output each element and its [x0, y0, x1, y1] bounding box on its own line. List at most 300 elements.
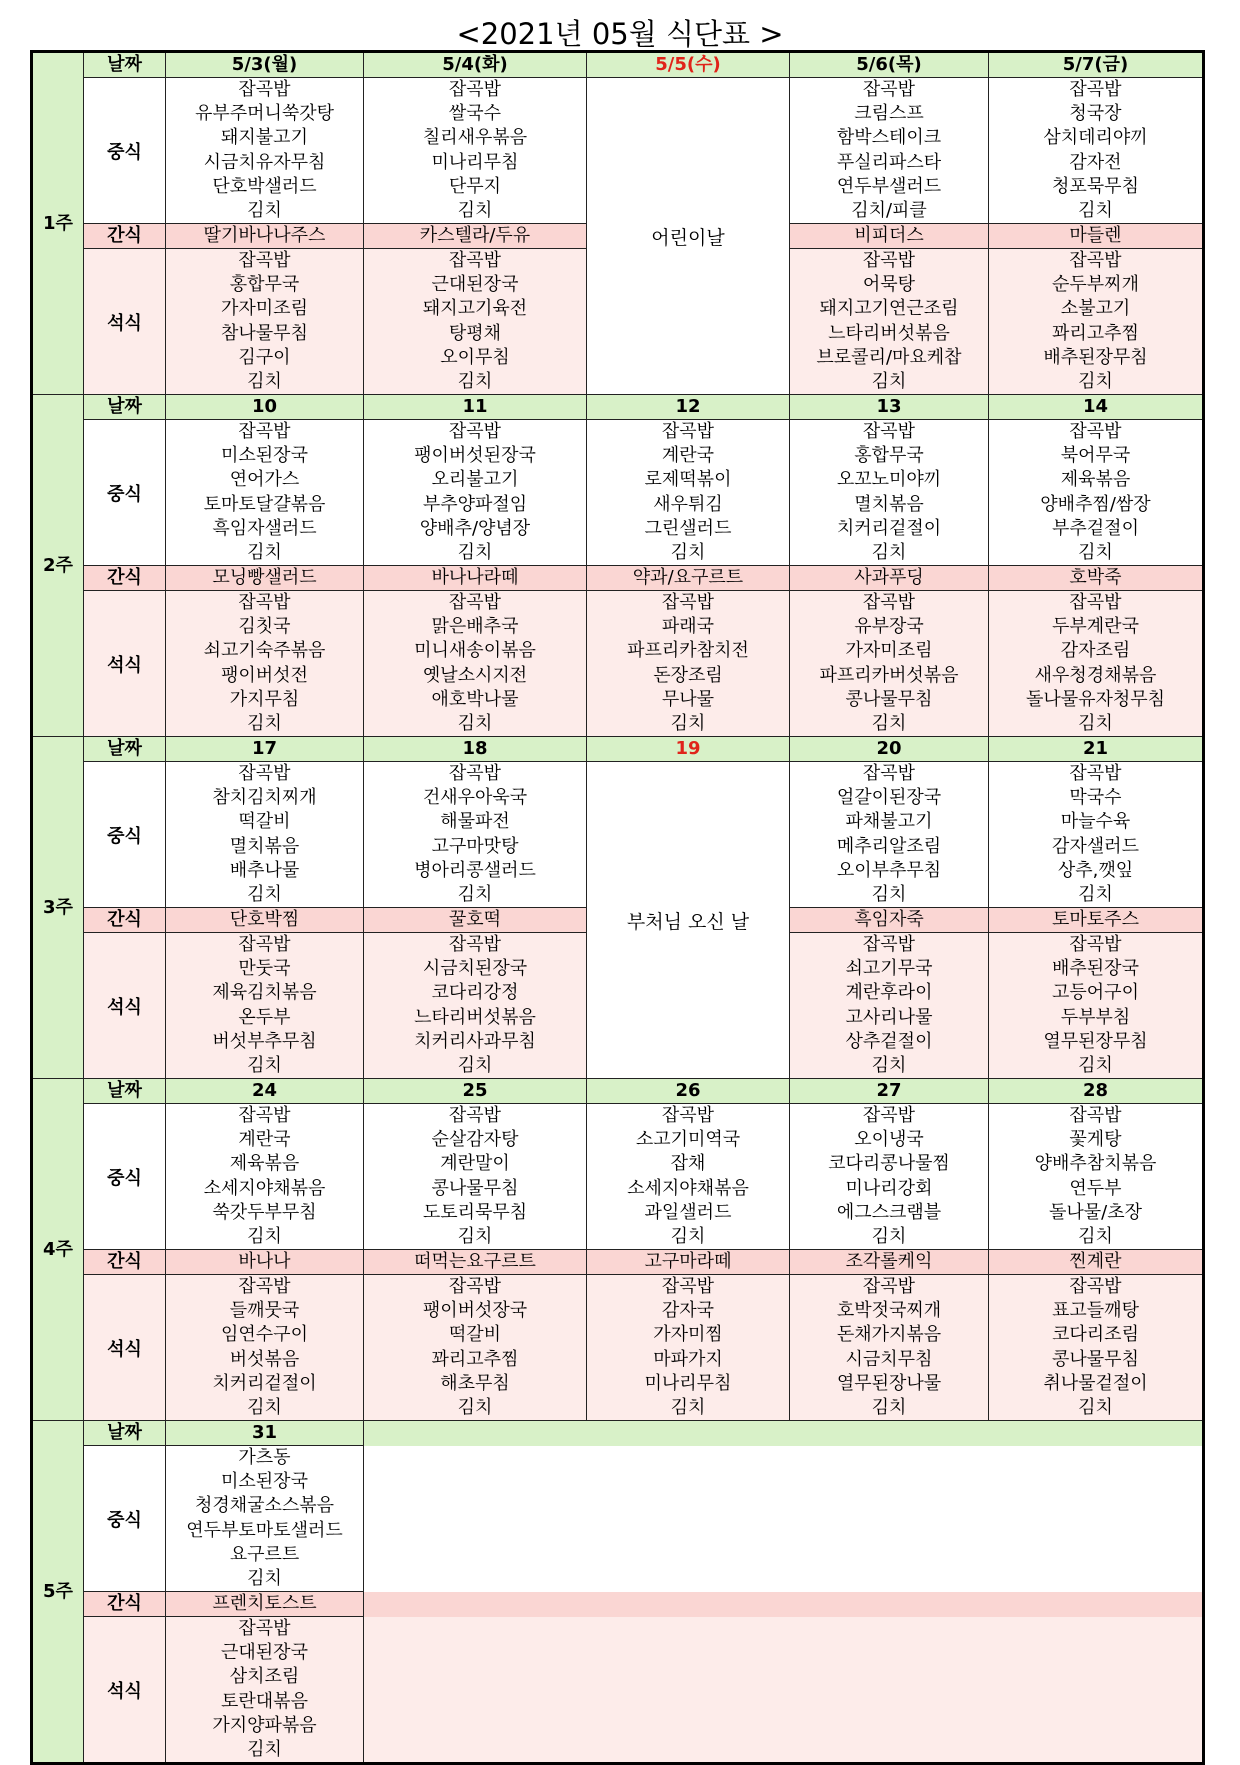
menu-item: 김치 — [871, 370, 907, 392]
menu-item: 마늘수육 — [1060, 811, 1131, 833]
menu-item: 김치 — [1078, 1396, 1113, 1418]
snack-row — [32, 566, 1204, 591]
menu-item: 부추양파절임 — [422, 493, 528, 515]
menu-item: 잡곡밥 — [1069, 763, 1122, 785]
week-label: 1주 — [32, 52, 84, 395]
menu-item: 해초무침 — [440, 1372, 510, 1394]
menu-item: 탕평채 — [448, 322, 502, 344]
lunch-items — [790, 762, 988, 907]
menu-item: 코다리조림 — [1052, 1324, 1139, 1346]
menu-item: 계란국 — [661, 445, 715, 467]
day-date: 11 — [364, 395, 587, 420]
menu-item: 시금치된장국 — [422, 958, 528, 980]
page-title: <2021년 05월 식단표 > — [456, 17, 784, 51]
menu-item: 열무된장무침 — [1043, 1030, 1148, 1052]
menu-item: 돈채가지볶음 — [836, 1324, 942, 1346]
menu-item: 푸실리파스타 — [836, 151, 942, 173]
dinner-items — [364, 249, 586, 394]
menu-item: 크림스프 — [854, 103, 924, 125]
menu-item: 쇠고기숙주볶음 — [203, 640, 326, 662]
dinner-items — [364, 591, 586, 736]
dinner-label: 석식 — [84, 249, 166, 395]
menu-item: 상추,깻잎 — [1057, 859, 1134, 881]
menu-item: 가자미조림 — [845, 640, 933, 662]
lunch-menu — [166, 420, 364, 566]
snack-item: 떠먹는요구르트 — [364, 1250, 587, 1275]
menu-item: 새우튀김 — [653, 493, 723, 515]
menu-item: 잡곡밥 — [238, 1276, 291, 1298]
menu-item: 김치 — [871, 883, 907, 905]
dinner-items — [364, 933, 586, 1078]
menu-item: 김치 — [457, 1225, 493, 1247]
empty-cell — [790, 1446, 989, 1592]
empty-cell — [364, 1421, 587, 1446]
menu-item: 떡갈비 — [238, 811, 291, 833]
lunch-menu — [166, 762, 364, 908]
menu-item: 파채불고기 — [845, 811, 933, 833]
dinner-items — [166, 591, 363, 736]
menu-item: 두부계란국 — [1052, 616, 1139, 638]
menu-item: 김치 — [457, 370, 493, 392]
menu-item: 가지무침 — [229, 688, 300, 710]
menu-item: 호박젓국찌개 — [836, 1300, 942, 1322]
menu-item: 쌀국수 — [448, 103, 502, 125]
snack-label: 간식 — [84, 908, 166, 933]
menu-item: 잡곡밥 — [1069, 250, 1122, 272]
dinner-items — [587, 1275, 789, 1420]
menu-item: 계란말이 — [440, 1153, 510, 1175]
menu-item: 팽이버섯된장국 — [414, 445, 536, 467]
date-row — [32, 52, 1204, 78]
lunch-items — [989, 420, 1202, 565]
menu-item: 김치 — [247, 1738, 282, 1760]
dinner-row — [32, 1617, 1204, 1764]
menu-item: 해물파전 — [440, 811, 510, 833]
menu-item: 소세지야채볶음 — [627, 1177, 749, 1199]
dinner-menu — [587, 1275, 790, 1421]
menu-item: 느타리버섯볶음 — [414, 1006, 536, 1028]
snack-item: 단호박찜 — [166, 908, 364, 933]
lunch-menu — [587, 420, 790, 566]
menu-item: 감자조림 — [1060, 640, 1131, 662]
lunch-items — [166, 1104, 363, 1249]
menu-item: 김치 — [247, 199, 282, 221]
menu-item: 참나물무침 — [221, 322, 308, 344]
menu-item: 병아리콩샐러드 — [414, 859, 536, 881]
menu-item: 미소된장국 — [221, 1471, 308, 1493]
menu-item: 오이부추무침 — [836, 859, 942, 881]
menu-item: 근대된장국 — [431, 274, 519, 296]
menu-item: 잡곡밥 — [862, 421, 916, 443]
menu-item: 잡곡밥 — [661, 421, 715, 443]
lunch-items — [587, 1104, 789, 1249]
dinner-items — [989, 249, 1202, 394]
date-row — [32, 1421, 1204, 1446]
menu-item: 배추된장국 — [1052, 958, 1139, 980]
dinner-label: 석식 — [84, 1617, 166, 1764]
dinner-items — [790, 249, 988, 394]
menu-item: 미니새송이볶음 — [414, 640, 536, 662]
menu-item: 떡갈비 — [448, 1324, 502, 1346]
date-row — [32, 1079, 1204, 1104]
menu-item: 오이냉국 — [854, 1129, 924, 1151]
snack-item: 모닝빵샐러드 — [166, 566, 364, 591]
menu-item: 김치 — [871, 1225, 907, 1247]
menu-item: 잡곡밥 — [862, 1105, 916, 1127]
menu-item: 김치 — [1078, 199, 1113, 221]
lunch-menu — [364, 420, 587, 566]
lunch-menu — [364, 78, 587, 224]
menu-item: 소고기미역국 — [635, 1129, 741, 1151]
menu-item: 김치 — [871, 541, 907, 563]
snack-row — [32, 1250, 1204, 1275]
lunch-menu — [989, 1104, 1204, 1250]
menu-item: 쑥갓두부무침 — [212, 1201, 317, 1223]
menu-item: 칠리새우볶음 — [422, 127, 528, 149]
menu-item: 고등어구이 — [1052, 982, 1139, 1004]
menu-item: 치커리겉절이 — [212, 1372, 317, 1394]
day-date: 21 — [989, 737, 1204, 762]
menu-item: 함박스테이크 — [836, 127, 942, 149]
snack-label: 간식 — [84, 1592, 166, 1617]
menu-item: 연두부 — [1069, 1177, 1122, 1199]
empty-cell — [989, 1421, 1204, 1446]
menu-item: 잡곡밥 — [448, 250, 502, 272]
lunch-label: 중식 — [84, 1104, 166, 1250]
menu-item: 잡곡밥 — [238, 421, 291, 443]
menu-item: 잡곡밥 — [1069, 79, 1122, 101]
menu-item: 꽈리고추찜 — [1052, 322, 1139, 344]
empty-cell — [989, 1592, 1204, 1617]
menu-item: 잡곡밥 — [448, 79, 502, 101]
week-label: 3주 — [32, 737, 84, 1079]
snack-item: 고구마라떼 — [587, 1250, 790, 1275]
menu-item: 오이무침 — [440, 346, 510, 368]
dinner-items — [989, 1275, 1202, 1420]
dinner-menu — [166, 933, 364, 1079]
dinner-row — [32, 1275, 1204, 1421]
menu-item: 잡곡밥 — [448, 1105, 502, 1127]
menu-item: 김치 — [1078, 883, 1113, 905]
menu-item: 도토리묵무침 — [422, 1201, 528, 1223]
menu-item: 잡곡밥 — [238, 79, 291, 101]
menu-item: 상추겉절이 — [845, 1030, 933, 1052]
menu-item: 토마토달걀볶음 — [203, 493, 326, 515]
menu-item: 꽃게탕 — [1069, 1129, 1122, 1151]
menu-item: 김치 — [247, 883, 282, 905]
snack-item: 딸기바나나주스 — [166, 224, 364, 249]
menu-item: 잡곡밥 — [448, 1276, 502, 1298]
menu-item: 김치 — [247, 1225, 282, 1247]
day-date: 26 — [587, 1079, 790, 1104]
menu-item: 잡곡밥 — [448, 763, 502, 785]
dinner-items — [364, 1275, 586, 1420]
menu-item: 어묵탕 — [862, 274, 916, 296]
day-date: 5/6(목) — [790, 52, 989, 78]
menu-item: 김치 — [247, 1567, 282, 1589]
day-date: 5/3(월) — [166, 52, 364, 78]
menu-item: 콩나물무침 — [845, 688, 933, 710]
menu-item: 부추겉절이 — [1052, 517, 1139, 539]
menu-item: 두부부침 — [1060, 1006, 1131, 1028]
lunch-row — [32, 1446, 1204, 1592]
menu-item: 양배추/양념장 — [419, 517, 531, 539]
menu-item: 잡곡밥 — [862, 79, 916, 101]
menu-item: 김치 — [1078, 1054, 1113, 1076]
menu-item: 배추된장무침 — [1043, 346, 1148, 368]
menu-item: 멸치볶음 — [854, 493, 924, 515]
dinner-items — [790, 1275, 988, 1420]
day-date: 24 — [166, 1079, 364, 1104]
menu-item: 잡곡밥 — [448, 421, 502, 443]
menu-item: 잡곡밥 — [1069, 1276, 1122, 1298]
menu-item: 유부주머니쑥갓탕 — [194, 103, 335, 125]
menu-item: 꽈리고추찜 — [431, 1348, 519, 1370]
menu-item: 임연수구이 — [221, 1324, 308, 1346]
dinner-menu — [364, 249, 587, 395]
menu-item: 흑임자샐러드 — [212, 517, 317, 539]
menu-item: 김치 — [670, 1225, 706, 1247]
lunch-row — [32, 762, 1204, 908]
menu-item: 잡곡밥 — [238, 934, 291, 956]
lunch-menu — [166, 1104, 364, 1250]
lunch-items — [790, 420, 988, 565]
menu-item: 김치 — [1078, 1225, 1113, 1247]
date-label: 날짜 — [84, 395, 166, 420]
menu-item: 미나리무침 — [644, 1372, 732, 1394]
menu-item: 무나물 — [661, 688, 715, 710]
dinner-items — [587, 591, 789, 736]
menu-item: 돌나물유자청무침 — [1025, 688, 1166, 710]
empty-cell — [790, 1421, 989, 1446]
menu-item: 얼갈이된장국 — [836, 787, 942, 809]
menu-item: 계란후라이 — [845, 982, 933, 1004]
menu-item: 표고들깨탕 — [1052, 1300, 1139, 1322]
menu-item: 김치/피클 — [851, 199, 927, 221]
menu-item: 삼치데리야끼 — [1043, 127, 1148, 149]
snack-item: 호박죽 — [989, 566, 1204, 591]
menu-item: 잡곡밥 — [448, 592, 502, 614]
menu-item: 가자미찜 — [653, 1324, 723, 1346]
day-date: 17 — [166, 737, 364, 762]
menu-item: 팽이버섯장국 — [422, 1300, 528, 1322]
menu-item: 파래국 — [661, 616, 715, 638]
snack-item: 토마토주스 — [989, 908, 1204, 933]
menu-item: 시금치무침 — [845, 1348, 933, 1370]
menu-item: 고구마맛탕 — [431, 835, 519, 857]
dinner-label: 석식 — [84, 1275, 166, 1421]
menu-item: 김치 — [670, 541, 706, 563]
week-label: 2주 — [32, 395, 84, 737]
snack-item: 사과푸딩 — [790, 566, 989, 591]
menu-item: 콩나물무침 — [1052, 1348, 1139, 1370]
lunch-items — [790, 78, 988, 223]
menu-item: 연두부토마토샐러드 — [186, 1519, 343, 1541]
lunch-items — [364, 78, 586, 223]
menu-item: 치커리사과무침 — [414, 1030, 536, 1052]
menu-item: 돼지고기육전 — [422, 298, 528, 320]
menu-item: 잡곡밥 — [448, 934, 502, 956]
day-date: 19 — [587, 737, 790, 762]
menu-item: 배추나물 — [229, 859, 300, 881]
menu-item: 감자국 — [661, 1300, 715, 1322]
menu-item: 북어무국 — [1060, 445, 1131, 467]
empty-cell — [989, 1446, 1204, 1592]
lunch-label: 중식 — [84, 420, 166, 566]
menu-item: 참치김치찌개 — [212, 787, 317, 809]
snack-item: 바나나 — [166, 1250, 364, 1275]
menu-item: 브로콜리/마요케찹 — [816, 346, 962, 368]
lunch-items — [166, 420, 363, 565]
menu-item: 파프리카참치전 — [627, 640, 749, 662]
date-row — [32, 737, 1204, 762]
menu-item: 홍합무국 — [229, 274, 300, 296]
day-date: 10 — [166, 395, 364, 420]
menu-item: 코다리콩나물찜 — [828, 1153, 950, 1175]
menu-item: 치커리겉절이 — [836, 517, 942, 539]
menu-item: 느타리버섯볶음 — [828, 322, 950, 344]
dinner-items — [989, 591, 1202, 736]
menu-item: 에그스크램블 — [836, 1201, 942, 1223]
dinner-menu — [790, 1275, 989, 1421]
dinner-items — [790, 933, 988, 1078]
menu-item: 양배추참치볶음 — [1034, 1153, 1157, 1175]
dinner-items — [166, 933, 363, 1078]
snack-item: 마들렌 — [989, 224, 1204, 249]
menu-item: 잡곡밥 — [1069, 421, 1122, 443]
menu-item: 마파가지 — [653, 1348, 723, 1370]
menu-item: 옛날소시지전 — [422, 664, 528, 686]
dinner-label: 석식 — [84, 933, 166, 1079]
dinner-menu — [989, 1275, 1204, 1421]
dinner-menu — [364, 933, 587, 1079]
menu-item: 돼지불고기 — [221, 127, 308, 149]
menu-item: 온두부 — [238, 1006, 291, 1028]
menu-item: 감자샐러드 — [1052, 835, 1139, 857]
menu-item: 연두부샐러드 — [836, 175, 942, 197]
menu-item: 순두부찌개 — [1052, 274, 1139, 296]
snack-label: 간식 — [84, 566, 166, 591]
menu-item: 잡곡밥 — [862, 592, 916, 614]
menu-item: 시금치유자무침 — [203, 151, 326, 173]
menu-item: 김치 — [457, 199, 493, 221]
snack-item: 카스텔라/두유 — [364, 224, 587, 249]
dinner-menu — [364, 591, 587, 737]
menu-item: 김치 — [1078, 712, 1113, 734]
dinner-menu — [790, 591, 989, 737]
day-date: 5/5(수) — [587, 52, 790, 78]
dinner-menu — [790, 933, 989, 1079]
snack-item: 비피더스 — [790, 224, 989, 249]
menu-item: 잡곡밥 — [661, 1276, 715, 1298]
empty-cell — [364, 1617, 587, 1764]
menu-item: 김치 — [1078, 370, 1113, 392]
snack-item: 찐계란 — [989, 1250, 1204, 1275]
snack-item: 약과/요구르트 — [587, 566, 790, 591]
menu-item: 잡곡밥 — [238, 250, 291, 272]
menu-item: 버섯부추무침 — [212, 1030, 317, 1052]
snack-item: 조각롤케익 — [790, 1250, 989, 1275]
menu-item: 김치 — [871, 1054, 907, 1076]
menu-item: 김치 — [1078, 541, 1113, 563]
dinner-menu — [587, 591, 790, 737]
empty-cell — [587, 1421, 790, 1446]
date-label: 날짜 — [84, 1079, 166, 1104]
menu-item: 콩나물무침 — [431, 1177, 519, 1199]
snack-label: 간식 — [84, 1250, 166, 1275]
menu-item: 토란대볶음 — [221, 1690, 308, 1712]
dinner-items — [166, 1617, 363, 1762]
lunch-menu — [364, 1104, 587, 1250]
menu-item: 잡곡밥 — [862, 763, 916, 785]
menu-item: 김치 — [247, 712, 282, 734]
menu-item: 제육김치볶음 — [212, 982, 317, 1004]
day-date: 13 — [790, 395, 989, 420]
menu-item: 팽이버섯전 — [221, 664, 308, 686]
menu-item: 근대된장국 — [221, 1642, 308, 1664]
menu-item: 오꼬노미야끼 — [836, 469, 942, 491]
day-date: 28 — [989, 1079, 1204, 1104]
menu-item: 잡곡밥 — [238, 1105, 291, 1127]
menu-item: 잡곡밥 — [862, 250, 916, 272]
menu-item: 김치 — [871, 712, 907, 734]
menu-item: 애호박나물 — [431, 688, 519, 710]
menu-item: 감자전 — [1069, 151, 1122, 173]
lunch-items — [790, 1104, 988, 1249]
menu-item: 잡곡밥 — [862, 1276, 916, 1298]
lunch-items — [364, 762, 586, 907]
lunch-row — [32, 1104, 1204, 1250]
dinner-items — [989, 933, 1202, 1078]
lunch-menu — [587, 1104, 790, 1250]
menu-item: 가츠동 — [238, 1447, 291, 1469]
dinner-items — [166, 1275, 363, 1420]
menu-item: 취나물겉절이 — [1043, 1372, 1148, 1394]
empty-cell — [790, 1617, 989, 1764]
empty-cell — [587, 1617, 790, 1764]
menu-item: 오리불고기 — [431, 469, 519, 491]
day-date: 14 — [989, 395, 1204, 420]
menu-item: 단무지 — [448, 175, 502, 197]
date-label: 날짜 — [84, 52, 166, 78]
lunch-items — [989, 78, 1202, 223]
lunch-menu — [790, 78, 989, 224]
day-date: 12 — [587, 395, 790, 420]
date-row — [32, 395, 1204, 420]
lunch-menu — [790, 762, 989, 908]
dinner-row — [32, 591, 1204, 737]
lunch-menu — [364, 762, 587, 908]
menu-item: 만둣국 — [238, 958, 291, 980]
menu-item: 잡곡밥 — [238, 763, 291, 785]
dinner-menu — [166, 591, 364, 737]
lunch-items — [587, 420, 789, 565]
menu-item: 홍합무국 — [854, 445, 924, 467]
snack-label: 간식 — [84, 224, 166, 249]
menu-item: 김치 — [670, 1396, 706, 1418]
snack-item: 프렌치토스트 — [166, 1592, 364, 1617]
meal-plan-table — [30, 50, 1205, 1765]
day-date: 27 — [790, 1079, 989, 1104]
menu-item: 파프리카버섯볶음 — [819, 664, 959, 686]
menu-item: 미나리무침 — [431, 151, 519, 173]
menu-item: 김치 — [457, 1054, 493, 1076]
menu-item: 쇠고기무국 — [845, 958, 933, 980]
menu-item: 멸치볶음 — [229, 835, 300, 857]
menu-item: 가지양파볶음 — [212, 1714, 317, 1736]
menu-item: 미소된장국 — [221, 445, 308, 467]
menu-item: 김구이 — [238, 346, 291, 368]
